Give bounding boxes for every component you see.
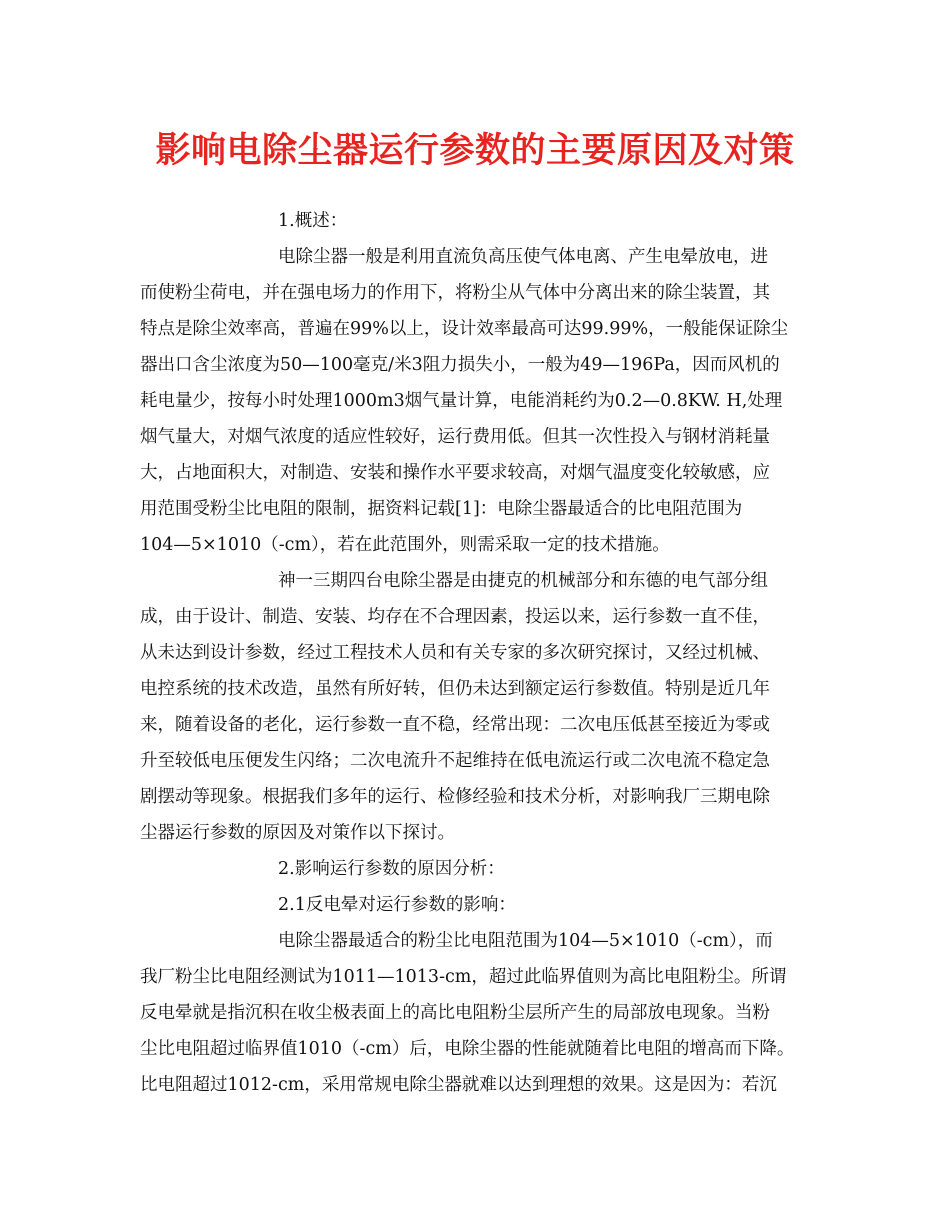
text-line: 耗电量少，按每小时处理1000m3烟气量计算，电能消耗约为0.2—0.8KW. H,处理 bbox=[140, 391, 783, 411]
text-line: 升至较低电压便发生闪络；二次电流升不起维持在低电流运行或二次电流不稳定急 bbox=[140, 751, 770, 771]
text-line: 用范围受粉尘比电阻的限制，据资料记载[1]：电除尘器最适合的比电阻范围为 bbox=[140, 499, 743, 519]
text-line: 比电阻超过1012-cm，采用常规电除尘器就难以达到理想的效果。这是因为：若沉 bbox=[140, 1075, 777, 1095]
text-line: 104—5×1010（-cm），若在此范围外，则需采取一定的技术措施。 bbox=[140, 535, 670, 555]
text-line: 电除尘器最适合的粉尘比电阻范围为104—5×1010（-cm），而 bbox=[278, 931, 773, 951]
text-line: 1.概述： bbox=[278, 211, 348, 231]
text-line: 电除尘器一般是利用直流负高压使气体电离、产生电晕放电，进 bbox=[278, 247, 768, 267]
text-line: 烟气量大，对烟气浓度的适应性较好，运行费用低。但其一次性投入与钢材消耗量 bbox=[140, 427, 770, 447]
text-line: 尘比电阻超过临界值1010（-cm）后，电除尘器的性能就随着比电阻的增高而下降。 bbox=[140, 1039, 795, 1059]
text-line: 尘器运行参数的原因及对策作以下探讨。 bbox=[140, 823, 455, 843]
text-line: 2.影响运行参数的原因分析： bbox=[278, 859, 505, 879]
text-line: 成，由于设计、制造、安装、均存在不合理因素，投运以来，运行参数一直不佳， bbox=[140, 607, 770, 627]
document-body bbox=[140, 203, 820, 1103]
text-line: 2.1反电晕对运行参数的影响： bbox=[278, 895, 516, 915]
text-line: 器出口含尘浓度为50—100毫克/米3阻力损失小，一般为49—196Pa，因而风机的 bbox=[140, 355, 780, 375]
text-line: 特点是除尘效率高，普遍在99%以上，设计效率最高可达99.99%，一般能保证除尘 bbox=[140, 319, 789, 339]
text-line: 剧摆动等现象。根据我们多年的运行、检修经验和技术分析，对影响我厂三期电除 bbox=[140, 787, 770, 807]
text-line: 大，占地面积大，对制造、安装和操作水平要求较高，对烟气温度变化较敏感，应 bbox=[140, 463, 770, 483]
text-line: 从未达到设计参数，经过工程技术人员和有关专家的多次研究探讨，又经过机械、 bbox=[140, 643, 770, 663]
text-line: 而使粉尘荷电，并在强电场力的作用下，将粉尘从气体中分离出来的除尘装置，其 bbox=[140, 283, 770, 303]
text-line: 来，随着设备的老化，运行参数一直不稳，经常出现：二次电压低甚至接近为零或 bbox=[140, 715, 770, 735]
text-line: 反电晕就是指沉积在收尘极表面上的高比电阻粉尘层所产生的局部放电现象。当粉 bbox=[140, 1003, 770, 1023]
text-line: 神一三期四台电除尘器是由捷克的机械部分和东德的电气部分组 bbox=[278, 571, 768, 591]
document-title: 影响电除尘器运行参数的主要原因及对策 bbox=[155, 130, 795, 171]
text-line: 我厂粉尘比电阻经测试为1011—1013-cm，超过此临界值则为高比电阻粉尘。所谓 bbox=[140, 967, 787, 987]
text-line: 电控系统的技术改造，虽然有所好转，但仍未达到额定运行参数值。特别是近几年 bbox=[140, 679, 770, 699]
